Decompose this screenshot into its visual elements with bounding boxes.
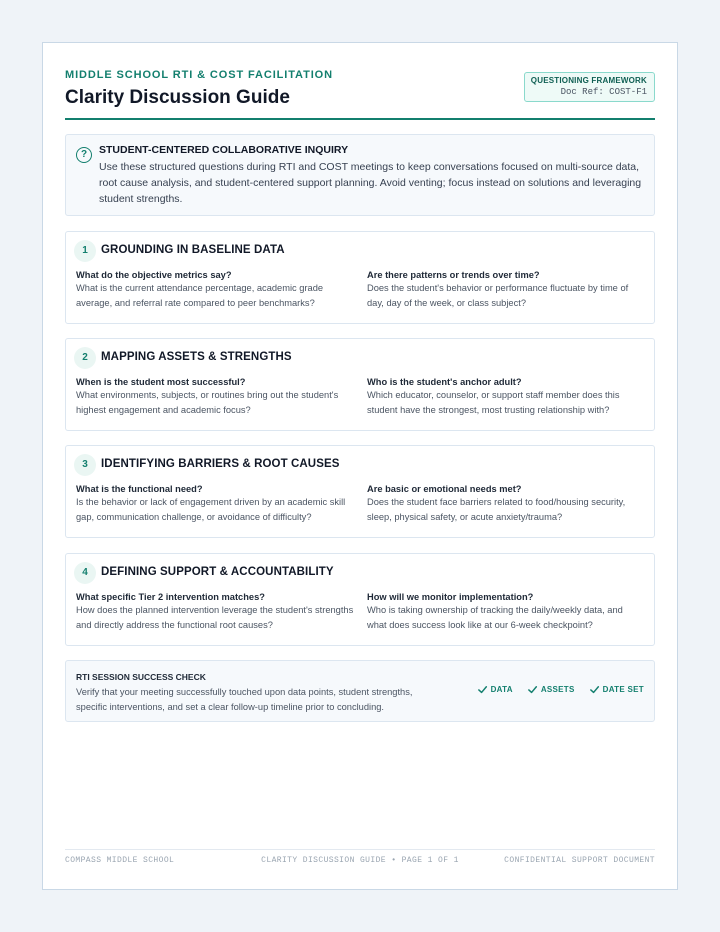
check-item-label: ASSETS (540, 685, 575, 694)
success-check-callout (65, 660, 655, 722)
question-block (367, 484, 645, 524)
question-block (76, 592, 354, 632)
question-title: Are basic or emotional needs met? (367, 484, 522, 494)
question-body: Does the student face barriers related to food/housing security, sleep, physical safety, or acute anxiety/trauma? (367, 497, 626, 522)
question-body: Is the behavior or lack of engagement driven by an academic skill gap, communication challenge, or avoidance of difficulty? (76, 497, 346, 522)
footer-school: COMPASS MIDDLE SCHOOL (65, 856, 175, 865)
check-item-date-set (589, 684, 644, 695)
question-body: Does the student's behavior or performance fluctuate by time of day, day of the week, or class subject? (367, 283, 629, 308)
question-body: How does the planned intervention leverage the student's strengths and directly address the functional root causes? (76, 605, 354, 630)
footer-divider (65, 849, 655, 850)
section-title: DEFINING SUPPORT & ACCOUNTABILITY (101, 566, 334, 578)
question-circle-icon: ? (76, 147, 92, 163)
question-body: What is the current attendance percentage, academic grade average, and referral rate compared to peer benchmarks? (76, 283, 324, 308)
check-item-assets (527, 684, 575, 695)
question-body: Which educator, counselor, or support staff member does this student have the strongest, most trusting relationship with? (367, 390, 620, 415)
question-title: Are there patterns or trends over time? (367, 270, 540, 280)
question-title: What do the objective metrics say? (76, 270, 232, 280)
doc-ref: Doc Ref: COST-F1 (560, 87, 647, 97)
section-number: 2 (74, 347, 96, 369)
question-title: How will we monitor implementation? (367, 592, 534, 602)
section-number: 3 (74, 454, 96, 476)
question-title: When is the student most successful? (76, 377, 246, 387)
check-item-data (477, 684, 513, 695)
intro-heading: STUDENT-CENTERED COLLABORATIVE INQUIRY (99, 144, 349, 156)
section-assets-strengths (65, 338, 655, 431)
section-title: IDENTIFYING BARRIERS & ROOT CAUSES (101, 458, 340, 470)
framework-tag (524, 72, 655, 102)
intro-callout (65, 134, 655, 216)
page-title: Clarity Discussion Guide (65, 87, 290, 108)
success-check-body: Verify that your meeting successfully touched upon data points, student strengths, specific interventions, and set a clear follow-up timeline prior to concluding. (76, 687, 413, 712)
question-block (367, 592, 645, 632)
eyebrow-label: MIDDLE SCHOOL RTI & COST FACILITATION (65, 69, 333, 81)
document-page (42, 42, 678, 890)
question-title: What is the functional need? (76, 484, 203, 494)
section-number: 1 (74, 240, 96, 262)
framework-tag-title: QUESTIONING FRAMEWORK (530, 76, 647, 85)
section-number: 4 (74, 562, 96, 584)
section-title: MAPPING ASSETS & STRENGTHS (101, 351, 292, 363)
footer-confidential: CONFIDENTIAL SUPPORT DOCUMENT (504, 856, 655, 865)
question-body: What environments, subjects, or routines bring out the student's highest engagement and academic focus? (76, 390, 339, 415)
checkmark-icon (589, 684, 600, 695)
question-block (367, 377, 645, 417)
question-title: Who is the student's anchor adult? (367, 377, 522, 387)
header-divider (65, 118, 655, 120)
section-title: GROUNDING IN BASELINE DATA (101, 244, 285, 256)
success-check-heading: RTI SESSION SUCCESS CHECK (76, 672, 206, 682)
intro-body: Use these structured questions during RTI and COST meetings to keep conversations focused on multi-source data, root cause analysis, and student-centered support planning. Avoid venting; focus instead on solutions and leveraging student strengths. (99, 161, 642, 205)
question-title: What specific Tier 2 intervention matches? (76, 592, 265, 602)
question-body: Who is taking ownership of tracking the daily/weekly data, and what does success look like at our 6-week checkpoint? (367, 605, 623, 630)
checkmark-icon (527, 684, 538, 695)
section-baseline-data (65, 231, 655, 324)
section-barriers-root-causes (65, 445, 655, 538)
checkmark-icon (477, 684, 488, 695)
footer-page-info: CLARITY DISCUSSION GUIDE • PAGE 1 OF 1 (261, 856, 459, 865)
check-item-label: DATA (490, 685, 513, 694)
section-support-accountability (65, 553, 655, 646)
question-block (76, 270, 354, 310)
question-block (76, 484, 354, 524)
document-header (65, 69, 655, 119)
question-block (367, 270, 645, 310)
check-item-label: DATE SET (602, 685, 644, 694)
question-block (76, 377, 354, 417)
success-checklist (477, 684, 644, 695)
